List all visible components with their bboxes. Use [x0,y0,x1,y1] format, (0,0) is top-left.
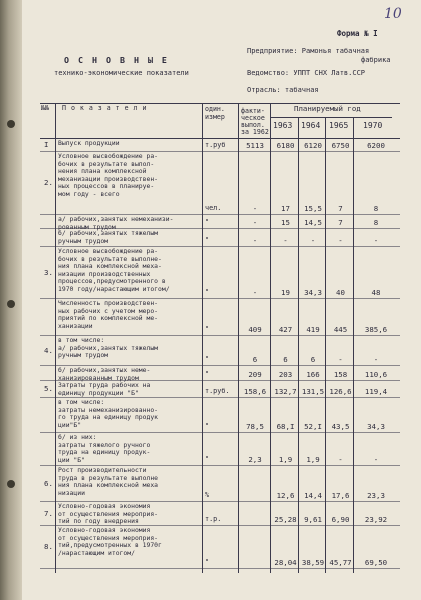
header-actual: за 1962 [241,128,269,136]
row-label: бочих в результате выполне- [58,254,162,263]
row-value: 8 [373,204,379,213]
row-value: 6750 [331,141,350,150]
row-value: 15,5 [304,204,322,213]
row-value: 14,4 [304,491,322,500]
col-divider [298,117,299,573]
row-value: - [310,236,316,245]
row-label: а/ рабочих,занятых немеханизи- [58,215,174,223]
row-value: 6 [310,355,316,364]
row-value: 12,6 [276,491,295,500]
row-label: нения плана комплексной [58,167,147,176]
row-value: 8 [373,218,379,227]
row-label: 1970 году/нарастающим итогом/ [58,285,170,293]
row-unit: " [205,218,210,226]
row-label: ных рабочих с учетом меро- [58,306,159,315]
row-value: 52,I [304,422,322,431]
row-value: 14,5 [304,218,322,227]
col-divider [353,117,354,573]
row-label: ручным трудом [58,351,109,360]
row-label: бочих в результате выпол- [58,159,155,168]
row-label: затраты тяжелого ручного [58,440,151,449]
row-label: низации [58,488,85,497]
row-value: 28,04 [274,558,297,567]
row-value: 15 [281,218,290,227]
row-value: 419 [306,325,320,334]
row-value: 38,59 [301,558,325,567]
row-value: 166 [306,370,320,379]
row-value: 6180 [276,141,295,150]
col-divider [325,117,326,573]
row-value: 34,3 [367,422,385,431]
row-value: 17 [281,204,290,213]
header-actual: факти- [241,107,265,115]
row-label: рованным трудом [58,222,116,231]
row-label: Условно-годовая экономия [58,502,151,510]
page-number: 10 [384,6,402,22]
row-value: 48 [371,288,381,297]
row-value: - [373,355,379,364]
row-label: Рост производительности [58,466,147,474]
row-label: затраты немеханизированно- [58,405,159,414]
row-label: Выпуск продукции [58,139,120,147]
row-label: Затраты труда рабочих на [58,381,151,389]
header-year: 1970 [363,121,383,130]
row-number: 8. [44,542,53,551]
col-divider [238,103,239,573]
row-label: от осуществления мероприя- [58,509,159,518]
row-label: тий,предусмотренных в 1970г [58,541,162,550]
row-value: 5113 [246,141,264,150]
row-label: Численность производствен- [58,299,159,307]
row-value: - [252,236,258,245]
col-divider [270,103,271,573]
row-value: 23,92 [364,515,388,524]
row-label: Условно-годовая экономия [58,526,151,534]
enterprise-label-cont: фабрика [361,56,391,64]
row-label: от осуществления мероприя- [58,533,159,542]
row-unit: % [205,491,210,499]
row-label: ции"Б" [58,420,82,429]
header-indicator: П о к а з а т е л и [62,104,147,112]
row-unit: " [205,455,210,463]
row-label: ния плана комплексной меха [58,481,159,490]
row-value: 2,3 [248,455,262,464]
punch-hole [7,480,15,488]
row-value: 6200 [367,141,385,150]
header-unit: измер [205,113,225,121]
row-number: 5. [44,384,53,393]
row-label: а/ рабочих,занятых тяжелым [58,343,159,352]
ministry-label: Ведомство: УППТ СНХ Латв.ССР [247,69,366,77]
row-label: /нарастающим итогом/ [58,548,135,557]
form-label: Форма № I [337,29,378,38]
row-label: Условное высвобождение ра- [58,152,159,160]
header-num: №№ [41,104,49,112]
row-value: 25,28 [274,515,297,524]
row-number: 3. [44,267,53,277]
row-label: в том числе: [58,336,105,344]
row-number: 7. [44,508,53,518]
row-value: 132,7 [274,387,297,396]
row-value: 6 [283,355,288,364]
row-label: низации производственных [58,269,151,278]
row-unit: " [205,288,210,296]
row-value: 1,9 [306,455,320,464]
row-value: 158,6 [243,387,267,396]
header-actual: выпол. [241,121,265,129]
branch-label: Отрасль: табачная [247,86,319,94]
row-value: - [338,455,343,464]
binding-strip [0,0,22,600]
row-unit: т.р. [205,515,222,523]
row-number: 4. [44,345,53,355]
row-label: б/ рабочих,занятых неме- [58,366,151,374]
row-divider [40,568,400,569]
header-actual: ческое [241,114,265,122]
row-unit: чел. [205,204,222,212]
row-value: 385,6 [364,325,388,334]
row-value: 34,3 [304,288,322,297]
row-label: мом году - всего [58,190,120,198]
header-unit: один. [205,105,225,113]
row-value: 209 [248,370,262,379]
row-value: 6,90 [331,515,350,524]
row-value: 78,5 [246,422,264,431]
row-value: - [283,236,288,245]
row-value: 427 [278,325,293,334]
row-unit: " [205,325,210,333]
row-label: Условное высвобождение ра- [58,247,159,255]
row-value: - [252,204,258,213]
row-value: - [252,288,258,297]
punch-hole [7,120,15,128]
row-value: 110,6 [364,370,388,379]
row-unit: " [205,422,210,430]
row-label: ных процессов в планируе- [58,182,155,191]
document-title: О С Н О В Н Ы Е [64,55,169,65]
row-unit: т.руб. [205,387,230,395]
row-label: труда в результате выполне [58,473,159,482]
row-label: го труда на единицу продук [58,413,159,422]
punch-hole [7,300,15,308]
row-value: 6120 [304,141,322,150]
row-unit: " [205,370,210,378]
row-label: б/ из них: [58,433,97,441]
row-unit: " [205,558,210,566]
row-number: 6. [44,478,53,488]
row-label: ханизации [58,321,93,330]
row-label: приятий по комплексной ме- [58,314,159,323]
row-value: - [373,236,379,245]
row-value: 19 [281,288,290,297]
row-value: - [338,236,343,245]
header-year: 1965 [329,121,349,130]
row-value: - [338,355,343,364]
header-year: 1963 [273,121,293,130]
row-label: процессов,предусмотренного в [58,277,166,286]
row-unit: " [205,236,210,244]
row-label: труда на единицу продук- [58,448,151,457]
row-value: - [373,455,379,464]
row-value: 158 [333,370,348,379]
row-value: 68,I [276,422,295,431]
row-value: 409 [248,325,262,334]
header-year: 1964 [301,121,321,130]
row-value: 1,9 [278,455,293,464]
row-value: 9,61 [304,515,322,524]
row-value: 23,3 [367,491,385,500]
row-value: 40 [336,288,345,297]
row-value: 119,4 [364,387,388,396]
row-value: 69,50 [364,558,388,567]
row-value: 17,6 [331,491,350,500]
row-label: б/ рабочих,занятых тяжелым [58,229,159,237]
col-divider [55,103,56,573]
col-divider [202,103,203,573]
row-label: ния плана комплексной меха- [58,262,162,271]
row-label: ции "Б" [58,455,85,464]
row-value: 6 [252,355,258,364]
row-value: 7 [338,218,343,227]
row-label: единицу продукции "Б" [58,388,139,397]
row-number: 2. [44,178,53,187]
row-unit: т.руб [205,141,226,149]
row-value: 445 [333,325,348,334]
row-value: - [252,218,258,227]
row-value: 7 [338,204,343,213]
row-label: ручным трудом [58,236,109,245]
row-label: в том числе: [58,398,105,406]
row-label: механизации производствен- [58,174,159,183]
row-unit: " [205,355,210,363]
row-value: 45,77 [329,558,352,567]
row-label: ханизированным трудом [58,373,139,382]
row-value: 126,6 [329,387,352,396]
row-value: 43,5 [331,422,350,431]
enterprise-label: Предприятие: Рамонья табачная [247,47,370,55]
row-value: 203 [278,370,293,379]
row-label: тий по году внедрения [58,517,139,526]
header-planned-year: Планируемый год [294,104,361,113]
row-value: 131,5 [301,387,325,396]
document-subtitle: технико-экономические показатели [54,69,189,77]
row-divider [270,117,392,118]
row-number: I [44,140,49,149]
